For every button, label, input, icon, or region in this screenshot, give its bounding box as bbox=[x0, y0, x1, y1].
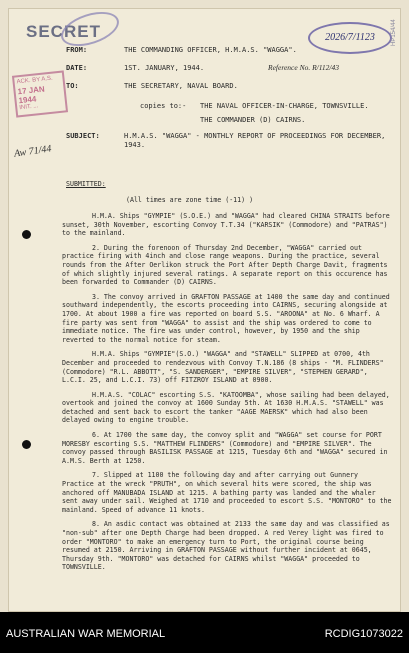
punch-hole-top bbox=[22, 230, 31, 239]
received-stamp bbox=[12, 70, 68, 117]
paragraph-6: 6. At 1700 the same day, the convoy split and "WAGGA" set course for PORT MORESBY escorting S.S. "MATTHEW FLINDERS" (Commodore) and "EMPIRE SILVER". The convoy passed through BASILISK PASSAGE at 1215, Tuesday 6th and "WAGGA" secured in A.M.S. Berth at 1250. bbox=[62, 431, 388, 465]
to-value: THE SECRETARY, NAVAL BOARD. bbox=[124, 82, 238, 90]
report-body bbox=[62, 212, 392, 578]
reference-number: Reference No. R/112/43 bbox=[268, 63, 340, 72]
to-label: TO: bbox=[66, 82, 79, 90]
paragraph-8: 8. An asdic contact was obtained at 2133 the same day and was classified as "non-sub" after one Depth Charge had been dropped. A red Verey light was fired to order "MONTORO" to make an emergency turn to Port, the original course being resumed at 2150. Arriving in GRAFTON PASSAGE without further incident at 0645, Thursday 9th. "MONTORO" was detached for CAIRNS whilst "WAGGA" proceeded to TOWNSVILLE. bbox=[62, 520, 390, 572]
paragraph-1: H.M.A. Ships "GYMPIE" (S.O.E.) and "WAGGA" had cleared CHINA STRAITS before sunset, 30th November, escorting Convoy T.T.34 ("KARSIK" (Commodore) and "PATRAS") to the mainland. bbox=[62, 212, 390, 238]
from-value: THE COMMANDING OFFICER, H.M.A.S. "WAGGA". bbox=[124, 46, 297, 54]
paragraph-2: 2. During the forenoon of Thursday 2nd December, "WAGGA" carried out practice firing with 4inch and close range weapons. During the practice, several rounds from the After Oerlikon struck the Port After Depth Charge Davit, fragments of which slightly injured several ratings. A separate report on this occurence has been forwarded to Commander (D) CAIRNS. bbox=[62, 243, 388, 287]
subject-label: SUBJECT: bbox=[66, 132, 100, 140]
received-stamp-bottom: INIT. ... bbox=[19, 103, 39, 112]
subject-row bbox=[66, 132, 392, 149]
archive-footer bbox=[0, 612, 409, 653]
punch-hole-bottom bbox=[22, 440, 31, 449]
classification-stamp: SECRET bbox=[26, 22, 101, 41]
paragraph-7: 7. Slipped at 1100 the following day and after carrying out Gunnery Practice at the wreck "PRUTH", on which several hits were scored, the ship was anchored off MANUBADA ISLAND at 1215. A bathing party was landed and the whaler sent away under sail. Weighed at 1710 and proceeded to escort S.S. "MONTORO" to the mainland. Speed of advance 11 knots. bbox=[62, 471, 392, 514]
file-number-stamp: 2026/7/1123 bbox=[308, 22, 392, 54]
copies-row bbox=[140, 102, 369, 111]
submitted-label: SUBMITTED: bbox=[66, 180, 106, 188]
copies-label: copies to:- bbox=[140, 102, 187, 110]
date-label: DATE: bbox=[66, 64, 88, 72]
received-stamp-top: ACK. BY A.S. bbox=[16, 75, 54, 86]
to-row bbox=[66, 82, 238, 91]
paragraph-4: H.M.A. Ships "GYMPIE"(S.O.) "WAGGA" and "STAWELL" SLIPPED at 0700, 4th December and proceeded to rendezvous with Convoy T.N.186 (8 ships - "M. FLINDERS" (Commodore) "R.L. ABBOTT", "S. SANDERGER", "EMPIRE SILVER", "STEPHEN GERARD", L.C.I. 25, and L.C.I. 73) off FITZROY ISLAND at 0900. bbox=[62, 350, 384, 385]
side-annotation: HP154/44 bbox=[391, 19, 397, 46]
footer-record-id: RCDIG1073022 bbox=[324, 628, 403, 640]
from-row bbox=[66, 46, 297, 55]
copies-to-2: THE COMMANDER (D) CAIRNS. bbox=[200, 116, 306, 124]
footer-institution: AUSTRALIAN WAR MEMORIAL bbox=[6, 628, 166, 640]
subject-value: H.M.A.S. "WAGGA" - MONTHLY REPORT OF PROCEEDINGS FOR DECEMBER, 1943. bbox=[124, 132, 386, 149]
submitted-heading bbox=[66, 180, 106, 189]
date-value: 1ST. JANUARY, 1944. bbox=[124, 64, 205, 72]
paragraph-5: H.M.A.S. "COLAC" escorting S.S. "KATOOMBA", whose sailing had been delayed, overtook and joined the convoy at 1600 Sunday 5th. At 1630 H.M.A.S. "STAWELL" was detached and sent back to escort the tanker "AAGE MAERSK" which had also been delayed owing to engine trouble. bbox=[62, 390, 390, 425]
received-stamp-date: 17 JAN 1944 bbox=[17, 84, 46, 106]
document-page bbox=[8, 8, 401, 612]
copies-to-1: THE NAVAL OFFICER-IN-CHARGE, TOWNSVILLE. bbox=[200, 102, 369, 110]
time-note: (All times are zone time (-11) ) bbox=[126, 196, 254, 204]
date-row bbox=[66, 63, 340, 73]
from-label: FROM: bbox=[66, 46, 88, 54]
handwritten-note: Aw 71/44 bbox=[13, 143, 53, 160]
paragraph-3: 3. The convoy arrived in GRAFTON PASSAGE at 1400 the same day and continued southward independently, the escorts proceeding into CAIRNS, securing alongside at 1700. At about 1900 a fire was reported on board S.S. "AROONA" at No. 6 Wharf. A fire party was sent from "WAGGA" to assist and the ship was ordered to come to immediate notice. The fire was under control, however, by 1950 and the ship reverted to the normal notice for steam. bbox=[62, 292, 390, 344]
